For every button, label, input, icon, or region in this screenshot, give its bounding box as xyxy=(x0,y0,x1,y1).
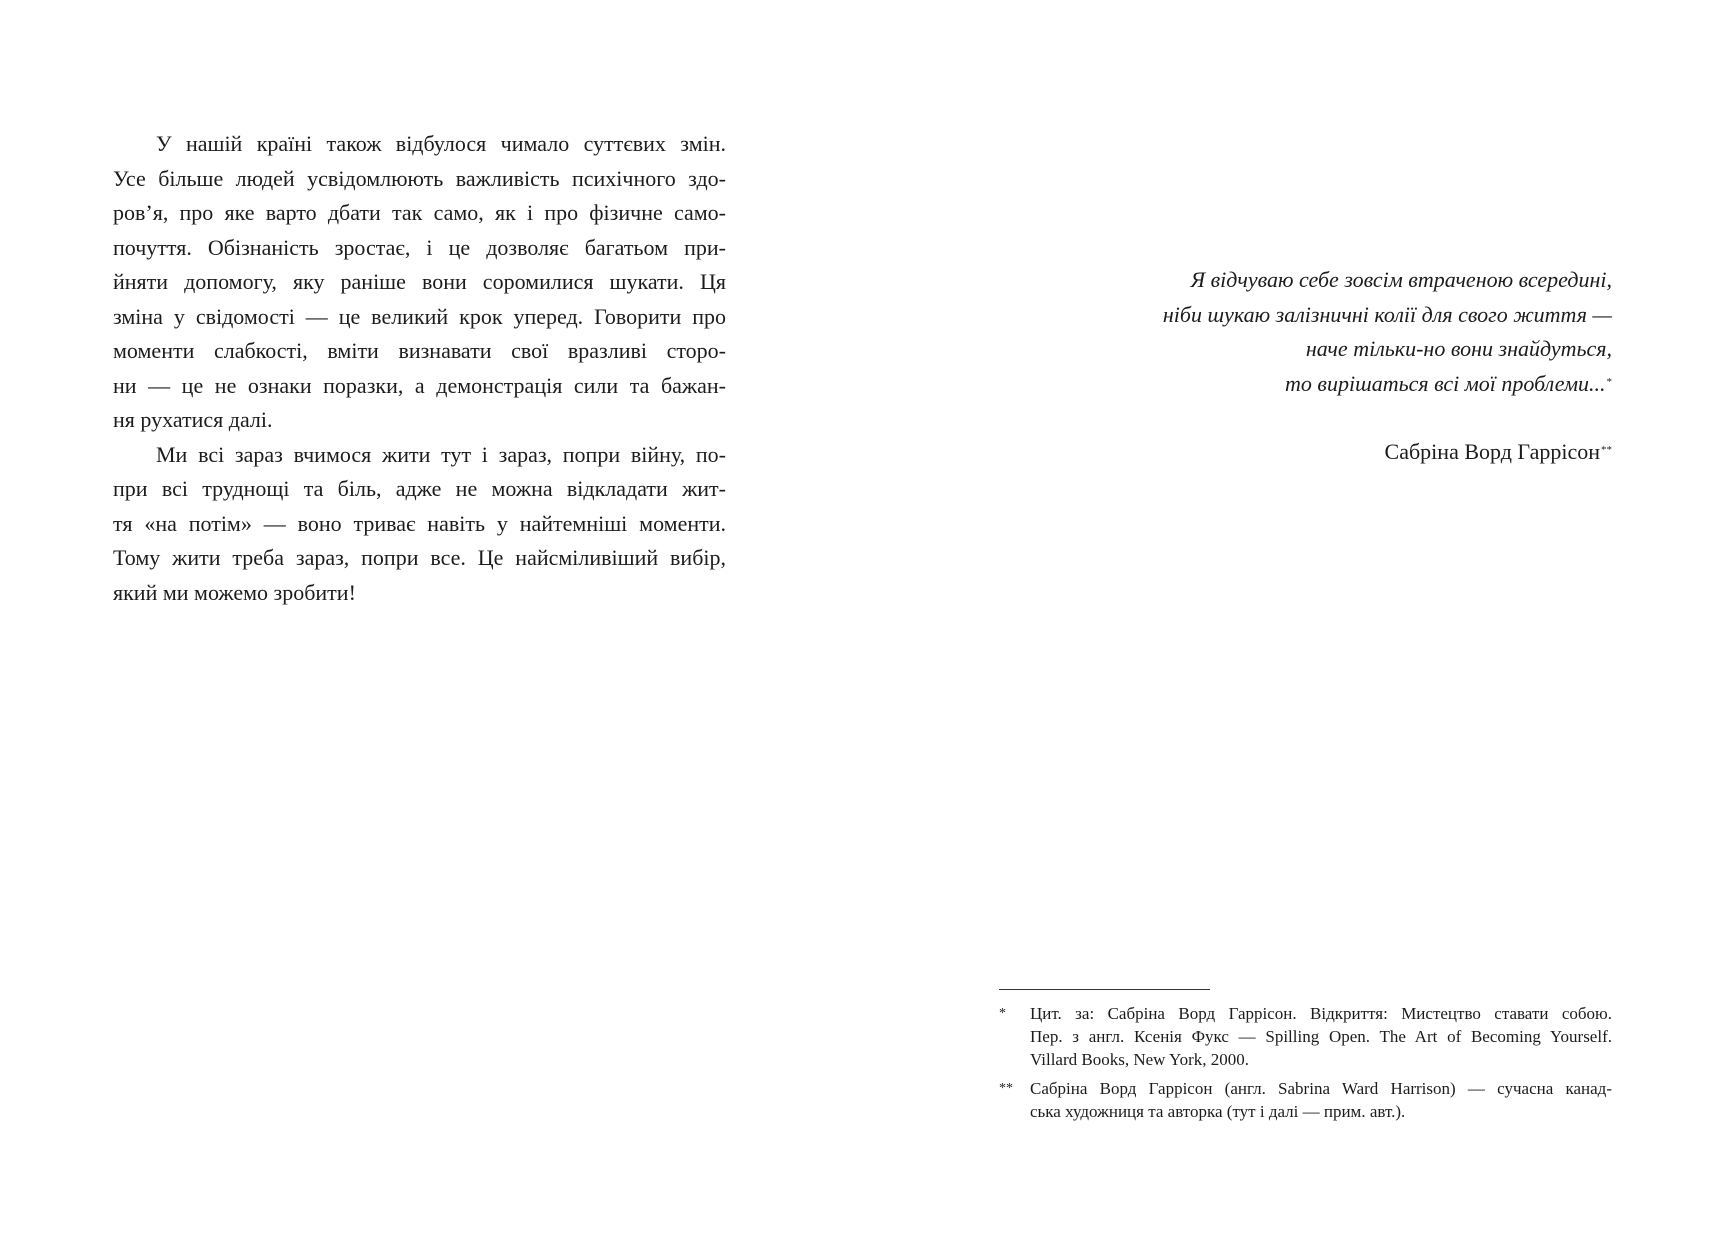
text-line: Тому жити треба зараз, попри все. Це найсміливіший вибір, xyxy=(113,545,726,570)
text-line: йняти допомогу, яку раніше вони соромилися шукати. Ця xyxy=(113,269,726,294)
footnotes xyxy=(999,1002,1612,1129)
text-line: почуття. Обізнаність зростає, і це дозволяє багатьом при- xyxy=(113,234,726,260)
epigraph xyxy=(1052,263,1612,401)
text-line: який ми можемо зробити! xyxy=(113,579,356,605)
footnote-line: Villard Books, New York, 2000. xyxy=(1030,1050,1250,1069)
text-line: моменти слабкості, вміти визнавати свої вразливі сторо- xyxy=(113,338,726,363)
author-name: Сабріна Ворд Гаррісон xyxy=(1384,439,1600,464)
text-line: У нашій країні також відбулося чимало суттєвих змін. xyxy=(156,131,726,156)
text-line: ня рухатися далі. xyxy=(113,407,273,432)
text-line: ни — це не ознаки поразки, а демонстрація сили та бажан- xyxy=(113,372,726,398)
text-line: тя «на потім» — воно триває навіть у найтемніші моменти. xyxy=(113,510,726,536)
text-line: при всі труднощі та біль, адже не можна відкладати жит- xyxy=(113,476,726,501)
epigraph-line-text: то вирішаться всі мої проблеми... xyxy=(1285,370,1606,396)
text-line: Ми всі зараз вчимося жити тут і зараз, попри війну, по- xyxy=(156,441,726,467)
footnote-line: Пер. з англ. Ксенія Фукс — Spilling Open. The Art of Becoming Yourself. xyxy=(1030,1027,1612,1046)
epigraph-line xyxy=(1052,367,1612,402)
footnote-mark: * xyxy=(999,1006,1006,1021)
epigraph-line: Я відчуваю себе зовсім втраченою всередині, xyxy=(1190,267,1612,292)
footnote-mark: ** xyxy=(999,1081,1013,1096)
footnote-line: Сабріна Ворд Гаррісон (англ. Sabrina Ward Harrison) — сучасна канад- xyxy=(1030,1079,1612,1098)
footnote xyxy=(999,1002,1612,1071)
text-line: зміна у свідомості — це великий крок уперед. Говорити про xyxy=(113,303,726,329)
text-line: Усе більше людей усвідомлюють важливість психічного здо- xyxy=(113,165,726,191)
footnote-divider xyxy=(999,989,1210,990)
footnote-line: Цит. за: Сабріна Ворд Гаррісон. Відкриття: Мистецтво ставати собою. xyxy=(1030,1004,1612,1023)
body-text xyxy=(113,127,726,610)
epigraph-attribution xyxy=(1052,435,1612,470)
right-page xyxy=(856,0,1713,1258)
footnote-reference[interactable]: * xyxy=(1606,375,1612,388)
footnote xyxy=(999,1077,1612,1123)
footnote-line: ська художниця та авторка (тут і далі — прим. авт.). xyxy=(1030,1102,1406,1121)
epigraph-line: ніби шукаю залізничні колії для свого життя — xyxy=(1162,301,1612,327)
left-page xyxy=(0,0,856,1258)
text-line: ров’я, про яке варто дбати так само, як і про фізичне само- xyxy=(113,200,726,225)
footnote-reference[interactable]: ** xyxy=(1601,444,1612,456)
epigraph-line: наче тільки-но вони знайдуться, xyxy=(1305,336,1612,361)
